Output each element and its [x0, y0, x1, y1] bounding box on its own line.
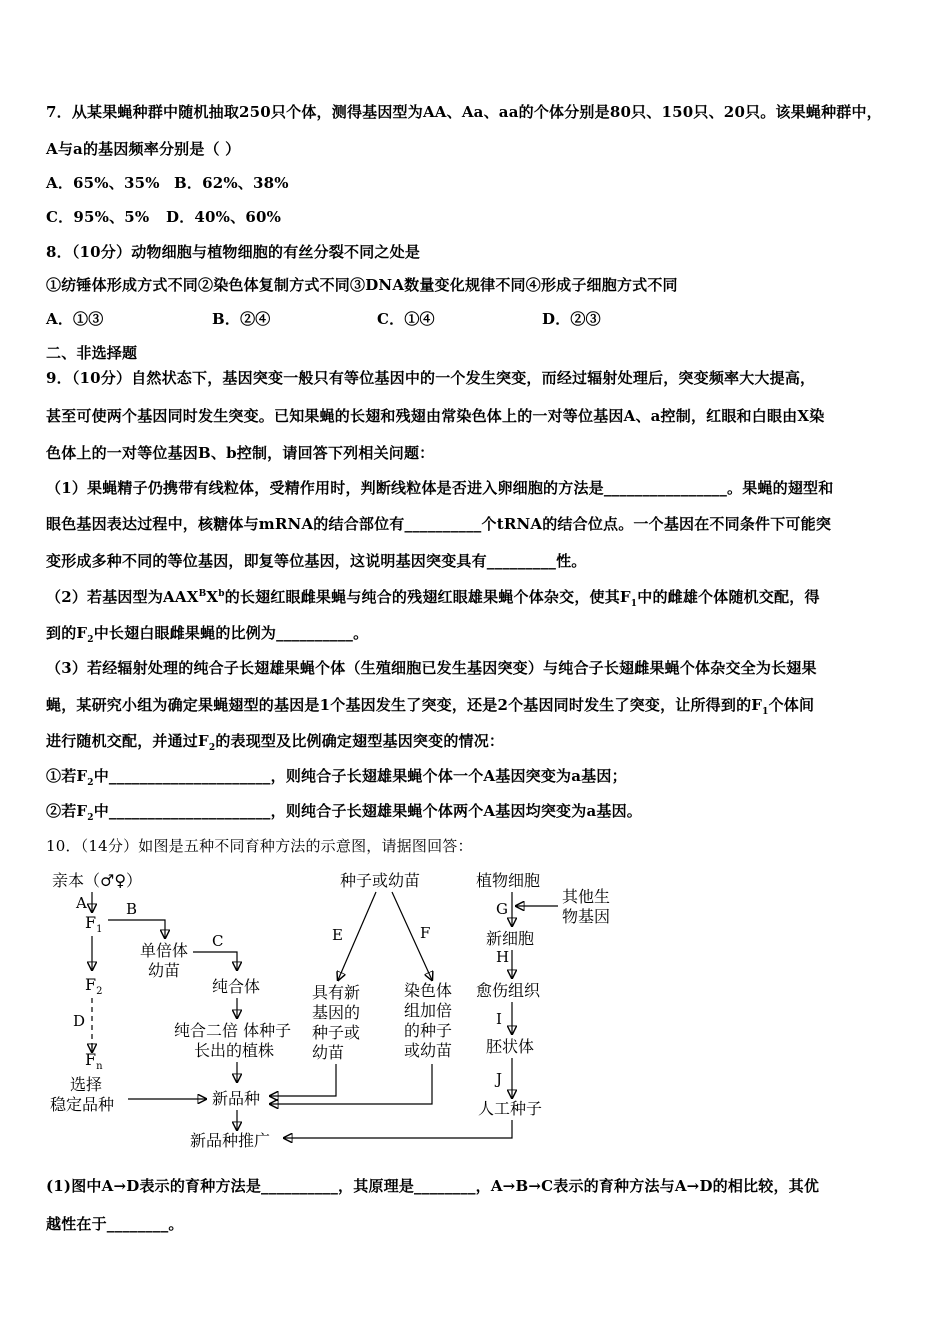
mutant-label3: 种子或 [312, 1023, 361, 1042]
q10-part1-line2: 越性在于________。 [46, 1215, 184, 1233]
q9-stem-line3: 色体上的一对等位基因B、b控制，请回答下列相关问题： [46, 444, 435, 462]
plant-cell-label: 植物细胞 [476, 871, 541, 890]
subscript-2: 2 [87, 635, 94, 645]
q7-stem-line1: 7．从某果蝇种群中随机抽取250只个体，测得基因型为AA、Aa、aa的个体分别是80只、150只、20只。该果蝇种群中， [46, 103, 882, 121]
q7-option-b: B．62%、38% [174, 174, 289, 192]
subscript-2: 2 [87, 813, 94, 823]
q9-part3b-text: 蝇，某研究小组为确定果蝇翅型的基因是1个基因发生了突变，还是2个基因同时发生了突变，让所得到的F [46, 696, 763, 714]
diploid-label2: 长出的植株 [194, 1041, 275, 1060]
q7-option-c: C．95%、5% [46, 208, 150, 226]
q7-option-a: A．65%、35% [46, 174, 160, 192]
q8-option-d: D．②③ [542, 310, 601, 328]
other-gene-label2: 物基因 [562, 907, 610, 926]
polyploid-label2: 组加倍 [404, 1001, 453, 1020]
artificial-seed-label: 人工种子 [478, 1099, 543, 1118]
q9-part1-line1: （1）果蝇精子仍携带有线粒体，受精作用时，判断线粒体是否进入卵细胞的方法是________________。果蝇的翅型和 [46, 479, 834, 497]
label-f: F [420, 924, 431, 942]
q9-part2b-text2: 中长翅白眼雌果蝇的比例为__________。 [93, 624, 369, 642]
seed-label: 种子或幼苗 [340, 871, 421, 890]
mutant-label1: 具有新 [312, 983, 361, 1002]
arrow-f1-haploid [108, 920, 165, 938]
label-d: D [73, 1012, 86, 1030]
label-c: C [212, 932, 224, 950]
embryoid-label: 胚状体 [486, 1037, 535, 1056]
haploid-label1: 单倍体 [140, 941, 189, 960]
arrow-haploid-homozygote [193, 952, 237, 970]
q9-part2-x: X [206, 588, 219, 606]
subscript-1: 1 [630, 599, 638, 609]
new-cell-label: 新细胞 [486, 929, 535, 948]
subscript-1: 1 [762, 707, 769, 717]
label-a: A [76, 894, 87, 912]
parent-label: 亲本（♂♀） [52, 871, 143, 890]
label-i: I [496, 1010, 502, 1028]
mutant-label2: 基因的 [312, 1003, 361, 1022]
q8-option-c: C．①④ [377, 310, 435, 328]
q9-part2-line1 [46, 587, 820, 607]
q8-option-b: B．②④ [212, 310, 271, 328]
q9-part3c-text: 进行随机交配，并通过F [46, 732, 209, 750]
q9-case1 [46, 766, 627, 786]
subscript-2: 2 [208, 743, 216, 753]
q7-option-d: D．40%、60% [166, 208, 282, 226]
arrow-artseed-promote [284, 1120, 512, 1138]
q10-part1-line1: (1)图中A→D表示的育种方法是__________，其原理是________，A→B→C表示的育种方法与A→D的相比较，其优 [46, 1177, 820, 1195]
arrow-seed-mutant [338, 892, 376, 980]
q7-options-row2 [46, 207, 281, 227]
arrow-mutant-newvar [270, 1064, 336, 1096]
subscript-2: 2 [87, 778, 94, 788]
other-gene-label1: 其他生 [562, 887, 610, 906]
q9-part3-line3 [46, 731, 504, 751]
q9-stem-line1: 9．（10分）自然状态下，基因突变一般只有等位基因中的一个发生突变，而经过辐射处理后，突变频率大大提高， [46, 369, 816, 387]
q8-option-a: A．①③ [46, 310, 104, 328]
q9-case1-text: ①若F [46, 767, 88, 785]
q9-case2 [46, 801, 642, 821]
q9-case2-text2: 中_____________________，则纯合子长翅雄果蝇个体两个A基因均突变为a基因。 [93, 802, 642, 820]
label-b: B [126, 900, 138, 918]
q7-stem-line2: A与a的基因频率分别是（ ） [46, 140, 241, 158]
q7-options-row1 [46, 173, 289, 193]
f2-label: $F_2$ [85, 975, 103, 997]
callus-label: 愈伤组织 [476, 981, 541, 1000]
q8-items: ①纺锤体形成方式不同②染色体复制方式不同③DNA数量变化规律不同④形成子细胞方式不同 [46, 276, 678, 294]
q8-options [46, 309, 601, 329]
f1-label: $F_1$ [85, 913, 103, 935]
q9-part2b-text: 到的F [46, 624, 88, 642]
label-e: E [332, 926, 343, 944]
q9-part2-text: （2）若基因型为AAX [46, 588, 199, 606]
label-h: H [496, 948, 510, 966]
q9-part1-line2: 眼色基因表达过程中，核糖体与mRNA的结合部位有__________个tRNA的结合位点。一个基因在不同条件下可能突 [46, 515, 832, 533]
label-j: J [496, 1070, 503, 1088]
fn-label: $F_n$ [85, 1050, 103, 1072]
homozygote-label: 纯合体 [212, 977, 261, 996]
q9-part3c-text2: 的表现型及比例确定翅型基因突变的情况： [215, 732, 505, 750]
q9-part2-line2 [46, 623, 368, 643]
promote-label: 新品种推广 [190, 1131, 271, 1150]
superscript-b-lower: b [218, 589, 225, 599]
q9-part3-line2 [46, 695, 814, 715]
polyploid-label3: 的种子 [404, 1021, 453, 1040]
q9-case1-text2: 中_____________________，则纯合子长翅雄果蝇个体一个A基因突变为a基因； [93, 767, 627, 785]
select-label1: 选择 [70, 1075, 103, 1094]
select-label2: 稳定品种 [50, 1095, 115, 1114]
q9-part1-line3: 变形成多种不同的等位基因，即复等位基因，这说明基因突变具有_________性。 [46, 552, 587, 570]
q8-stem: 8．（10分）动物细胞与植物细胞的有丝分裂不同之处是 [46, 243, 421, 261]
q9-part2-text2: 的长翅红眼雌果蝇与纯合的残翅红眼雄果蝇个体杂交，使其F [224, 588, 631, 606]
section-heading: 二、非选择题 [46, 344, 138, 362]
breeding-methods-diagram [40, 862, 610, 1162]
label-g: G [496, 900, 508, 918]
q9-case2-text: ②若F [46, 802, 88, 820]
q9-stem-line2: 甚至可使两个基因同时发生突变。已知果蝇的长翅和残翅由常染色体上的一对等位基因A、a控制，红眼和白眼由X染 [46, 407, 825, 425]
q9-part2-text3: 中的雌雄个体随机交配，得 [637, 588, 820, 606]
arrow-polyploid-newvar [270, 1064, 432, 1104]
polyploid-label1: 染色体 [404, 981, 453, 1000]
q9-part3b-text2: 个体间 [768, 696, 815, 714]
superscript-b-upper: B [198, 589, 207, 599]
mutant-label4: 幼苗 [312, 1043, 345, 1062]
diploid-label1: 纯合二倍 体种子 [174, 1021, 292, 1040]
q10-stem: 10．（14分）如图是五种不同育种方法的示意图，请据图回答： [46, 837, 473, 855]
polyploid-label4: 或幼苗 [404, 1041, 453, 1060]
q9-part3-line1: （3）若经辐射处理的纯合子长翅雄果蝇个体（生殖细胞已发生基因突变）与纯合子长翅雌果蝇个体杂交全为长翅果 [46, 659, 817, 677]
new-variety-label: 新品种 [212, 1089, 261, 1108]
haploid-label2: 幼苗 [148, 961, 181, 980]
